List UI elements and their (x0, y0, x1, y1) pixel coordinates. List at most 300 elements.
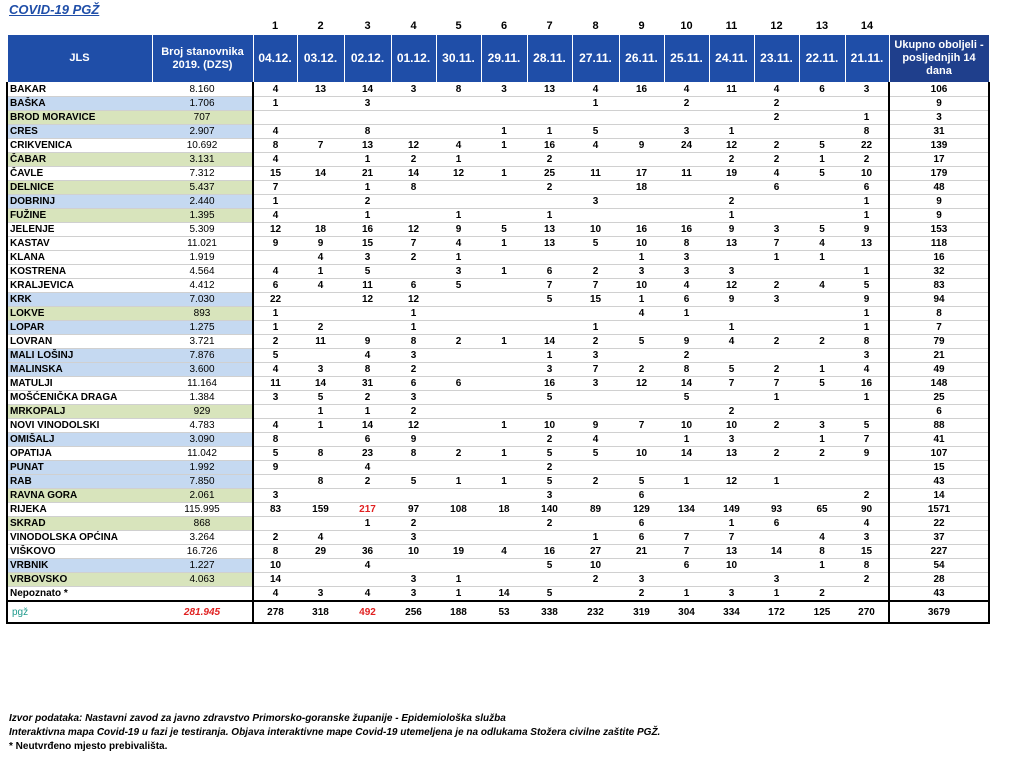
case-cell (799, 517, 845, 531)
case-cell: 9 (297, 237, 344, 251)
case-cell: 2 (709, 195, 754, 209)
case-cell: 4 (253, 419, 297, 433)
case-cell (436, 181, 481, 195)
municipality-name: DELNICE (7, 181, 152, 195)
case-cell (664, 195, 709, 209)
case-cell: 5 (253, 349, 297, 363)
case-cell: 1 (253, 195, 297, 209)
case-cell (391, 125, 436, 139)
case-cell: 217 (344, 503, 391, 517)
case-cell (799, 307, 845, 321)
case-cell (527, 97, 572, 111)
population-cell: 2.061 (152, 489, 253, 503)
case-cell (436, 517, 481, 531)
header-row (7, 35, 989, 83)
table-row (7, 419, 989, 433)
case-cell: 5 (572, 447, 619, 461)
case-cell: 7 (253, 181, 297, 195)
case-cell: 2 (527, 433, 572, 447)
day-number: 9 (638, 20, 645, 32)
case-cell: 10 (391, 545, 436, 559)
case-cell: 24 (664, 139, 709, 153)
population-cell: 115.995 (152, 503, 253, 517)
case-cell (754, 559, 799, 573)
municipality-name: LOVRAN (7, 335, 152, 349)
case-cell: 1 (799, 251, 845, 265)
case-cell: 9 (572, 419, 619, 433)
footer-map-note: Interaktivna mapa Covid-19 u fazi je testiranja. Objava interaktivne mape Covid-19 utemeljena je na odlukama Stožera civilne zaštite PGŽ. (9, 727, 661, 738)
case-cell: 3 (664, 125, 709, 139)
case-cell: 4 (297, 251, 344, 265)
case-cell: 5 (799, 377, 845, 391)
case-cell: 2 (709, 405, 754, 419)
case-cell (253, 517, 297, 531)
municipality-name: DOBRINJ (7, 195, 152, 209)
case-cell: 16 (344, 223, 391, 237)
population-cell: 3.600 (152, 363, 253, 377)
case-cell: 15 (344, 237, 391, 251)
case-cell: 2 (754, 97, 799, 111)
case-cell: 2 (436, 447, 481, 461)
case-cell (391, 111, 436, 125)
case-cell: 9 (253, 237, 297, 251)
case-cell (436, 391, 481, 405)
case-cell (297, 433, 344, 447)
population-cell: 4.564 (152, 265, 253, 279)
case-cell (527, 111, 572, 125)
header-date: 02.12. (344, 35, 391, 83)
total-cell: 43 (889, 475, 989, 489)
total-cell: 17 (889, 153, 989, 167)
case-cell: 5 (527, 587, 572, 602)
case-cell (709, 111, 754, 125)
page-title[interactable]: COVID-19 PGŽ (9, 2, 100, 17)
case-cell: 12 (391, 293, 436, 307)
population-cell: 2.907 (152, 125, 253, 139)
total-cell: 83 (889, 279, 989, 293)
case-cell: 8 (845, 335, 889, 349)
case-cell (709, 461, 754, 475)
case-cell: 3 (391, 587, 436, 602)
table-row (7, 209, 989, 223)
case-cell: 129 (619, 503, 664, 517)
municipality-name: ČABAR (7, 153, 152, 167)
case-cell: 12 (436, 167, 481, 181)
case-cell: 18 (619, 181, 664, 195)
case-cell (754, 461, 799, 475)
total-cell: 41 (889, 433, 989, 447)
case-cell (297, 181, 344, 195)
case-cell: 8 (344, 125, 391, 139)
population-cell: 1.275 (152, 321, 253, 335)
table-row (7, 293, 989, 307)
case-cell: 8 (253, 545, 297, 559)
case-cell: 1 (481, 447, 527, 461)
case-cell (344, 573, 391, 587)
case-cell: 3 (391, 391, 436, 405)
case-cell: 2 (297, 321, 344, 335)
table-row (7, 335, 989, 349)
case-cell (619, 321, 664, 335)
case-cell (572, 251, 619, 265)
case-cell: 2 (344, 475, 391, 489)
table-row (7, 307, 989, 321)
population-cell: 868 (152, 517, 253, 531)
table-row (7, 405, 989, 419)
case-cell: 4 (344, 461, 391, 475)
case-cell: 9 (709, 223, 754, 237)
case-cell: 12 (344, 293, 391, 307)
case-cell (391, 209, 436, 223)
case-cell: 19 (709, 167, 754, 181)
case-cell (297, 307, 344, 321)
day-number: 2 (317, 20, 324, 32)
sum-population: 281.945 (152, 601, 253, 623)
municipality-name: PUNAT (7, 461, 152, 475)
case-cell: 7 (754, 377, 799, 391)
case-cell: 2 (391, 517, 436, 531)
case-cell: 8 (845, 125, 889, 139)
total-cell: 37 (889, 531, 989, 545)
case-cell: 108 (436, 503, 481, 517)
case-cell (527, 195, 572, 209)
case-cell: 1 (391, 307, 436, 321)
case-cell: 1 (664, 587, 709, 602)
case-cell: 4 (253, 209, 297, 223)
case-cell: 13 (527, 237, 572, 251)
case-cell: 3 (253, 391, 297, 405)
case-cell: 1 (664, 433, 709, 447)
case-cell: 3 (391, 531, 436, 545)
case-cell (481, 209, 527, 223)
case-cell: 2 (709, 153, 754, 167)
case-cell: 2 (572, 265, 619, 279)
case-cell: 4 (799, 279, 845, 293)
sum-day-cell: 232 (572, 601, 619, 623)
case-cell: 1 (436, 153, 481, 167)
population-cell: 1.395 (152, 209, 253, 223)
case-cell: 1 (253, 307, 297, 321)
case-cell (572, 209, 619, 223)
table-row (7, 503, 989, 517)
table-row (7, 279, 989, 293)
case-cell (619, 153, 664, 167)
total-cell: 8 (889, 307, 989, 321)
total-cell: 14 (889, 489, 989, 503)
case-cell: 1 (344, 517, 391, 531)
table-row (7, 195, 989, 209)
case-cell: 1 (481, 237, 527, 251)
case-cell: 11 (572, 167, 619, 181)
spacer-cell (889, 16, 989, 35)
header-date: 23.11. (754, 35, 799, 83)
table-row (7, 545, 989, 559)
case-cell (436, 125, 481, 139)
case-cell: 4 (297, 279, 344, 293)
case-cell: 4 (297, 531, 344, 545)
population-cell: 4.063 (152, 573, 253, 587)
header-date: 03.12. (297, 35, 344, 83)
case-cell: 2 (754, 279, 799, 293)
case-cell: 2 (344, 195, 391, 209)
case-cell (436, 321, 481, 335)
case-cell: 4 (253, 83, 297, 97)
total-cell: 3 (889, 111, 989, 125)
case-cell: 4 (799, 237, 845, 251)
case-cell: 1 (799, 363, 845, 377)
case-cell: 13 (709, 447, 754, 461)
municipality-name: LOKVE (7, 307, 152, 321)
case-cell: 3 (344, 251, 391, 265)
case-cell: 1 (845, 111, 889, 125)
case-cell: 11 (664, 167, 709, 181)
case-cell: 4 (572, 139, 619, 153)
header-date: 27.11. (572, 35, 619, 83)
total-cell: 9 (889, 195, 989, 209)
case-cell: 16 (619, 223, 664, 237)
case-cell: 5 (664, 391, 709, 405)
table-row (7, 321, 989, 335)
total-cell: 1571 (889, 503, 989, 517)
total-cell: 28 (889, 573, 989, 587)
case-cell: 17 (619, 167, 664, 181)
case-cell: 3 (297, 587, 344, 602)
case-cell: 1 (481, 167, 527, 181)
population-cell: 5.437 (152, 181, 253, 195)
case-cell: 15 (845, 545, 889, 559)
case-cell: 2 (845, 573, 889, 587)
case-cell: 5 (527, 559, 572, 573)
case-cell: 1 (481, 475, 527, 489)
table-row (7, 559, 989, 573)
case-cell: 18 (297, 223, 344, 237)
case-cell: 2 (253, 335, 297, 349)
case-cell: 134 (664, 503, 709, 517)
case-cell: 2 (619, 363, 664, 377)
table-row (7, 433, 989, 447)
sum-day-cell: 319 (619, 601, 664, 623)
table-row (7, 167, 989, 181)
sum-day-cell: 304 (664, 601, 709, 623)
case-cell: 13 (527, 223, 572, 237)
case-cell: 12 (709, 475, 754, 489)
case-cell: 1 (572, 531, 619, 545)
case-cell: 1 (481, 419, 527, 433)
case-cell: 8 (799, 545, 845, 559)
case-cell (619, 349, 664, 363)
case-cell: 6 (391, 279, 436, 293)
case-cell (481, 433, 527, 447)
case-cell: 13 (527, 83, 572, 97)
case-cell: 2 (799, 587, 845, 602)
case-cell (799, 489, 845, 503)
case-cell: 2 (391, 153, 436, 167)
case-cell: 7 (664, 531, 709, 545)
case-cell: 149 (709, 503, 754, 517)
case-cell: 4 (754, 83, 799, 97)
case-cell (709, 489, 754, 503)
population-cell (152, 587, 253, 602)
case-cell: 1 (436, 251, 481, 265)
case-cell (436, 461, 481, 475)
case-cell: 2 (391, 251, 436, 265)
case-cell: 1 (297, 419, 344, 433)
day-number: 10 (680, 20, 693, 32)
day-number: 4 (410, 20, 417, 32)
sum-row (7, 601, 989, 623)
case-cell: 10 (619, 279, 664, 293)
day-number: 6 (500, 20, 508, 32)
case-cell (754, 489, 799, 503)
municipality-name: KASTAV (7, 237, 152, 251)
sum-day-cell: 188 (436, 601, 481, 623)
population-cell: 11.021 (152, 237, 253, 251)
case-cell (481, 251, 527, 265)
case-cell (754, 321, 799, 335)
population-cell: 10.692 (152, 139, 253, 153)
case-cell: 14 (344, 83, 391, 97)
case-cell: 7 (709, 531, 754, 545)
spacer-cell (152, 16, 253, 35)
case-cell (436, 531, 481, 545)
sum-label: pgž (7, 601, 152, 623)
case-cell (845, 405, 889, 419)
case-cell: 5 (709, 363, 754, 377)
population-cell: 4.783 (152, 419, 253, 433)
header-date: 29.11. (481, 35, 527, 83)
case-cell: 5 (297, 391, 344, 405)
case-cell (664, 111, 709, 125)
case-cell: 1 (391, 321, 436, 335)
case-cell (619, 97, 664, 111)
total-cell: 227 (889, 545, 989, 559)
case-cell: 4 (664, 83, 709, 97)
case-cell: 7 (709, 377, 754, 391)
day-number: 14 (860, 20, 874, 32)
municipality-name: MALI LOŠINJ (7, 349, 152, 363)
municipality-name: RAVNA GORA (7, 489, 152, 503)
case-cell: 29 (297, 545, 344, 559)
case-cell (799, 391, 845, 405)
case-cell: 1 (664, 307, 709, 321)
case-cell: 1 (709, 125, 754, 139)
case-cell: 2 (799, 335, 845, 349)
case-cell: 14 (481, 587, 527, 602)
case-cell: 4 (799, 531, 845, 545)
case-cell (664, 461, 709, 475)
sum-day-cell: 172 (754, 601, 799, 623)
case-cell: 11 (253, 377, 297, 391)
spacer-cell (7, 16, 152, 35)
case-cell (799, 573, 845, 587)
case-cell: 13 (709, 237, 754, 251)
municipality-name: BAŠKA (7, 97, 152, 111)
total-cell: 15 (889, 461, 989, 475)
case-cell: 5 (481, 223, 527, 237)
case-cell (709, 307, 754, 321)
case-cell: 140 (527, 503, 572, 517)
case-cell (481, 181, 527, 195)
case-cell: 4 (344, 349, 391, 363)
case-cell: 16 (619, 83, 664, 97)
case-cell: 25 (527, 167, 572, 181)
case-cell: 6 (253, 279, 297, 293)
case-cell (436, 363, 481, 377)
case-cell: 7 (572, 363, 619, 377)
header-date: 01.12. (391, 35, 436, 83)
case-cell: 1 (527, 349, 572, 363)
case-cell: 7 (572, 279, 619, 293)
case-cell: 2 (754, 363, 799, 377)
day-number: 11 (725, 20, 738, 32)
case-cell: 3 (845, 83, 889, 97)
case-cell (799, 265, 845, 279)
case-cell: 93 (754, 503, 799, 517)
case-cell: 12 (391, 223, 436, 237)
case-cell: 2 (572, 335, 619, 349)
header-date: 04.12. (253, 35, 297, 83)
case-cell: 1 (754, 587, 799, 602)
case-cell (619, 461, 664, 475)
case-cell: 1 (845, 195, 889, 209)
case-cell (436, 293, 481, 307)
case-cell: 9 (845, 293, 889, 307)
case-cell (799, 97, 845, 111)
population-cell: 11.042 (152, 447, 253, 461)
table-row (7, 181, 989, 195)
case-cell: 2 (619, 587, 664, 602)
case-cell: 65 (799, 503, 845, 517)
municipality-name: OMIŠALJ (7, 433, 152, 447)
case-cell: 9 (845, 447, 889, 461)
case-cell (297, 195, 344, 209)
municipality-name: RAB (7, 475, 152, 489)
case-cell: 1 (436, 475, 481, 489)
case-cell (344, 531, 391, 545)
case-cell: 2 (572, 573, 619, 587)
case-cell (391, 97, 436, 111)
table-row (7, 125, 989, 139)
case-cell (481, 321, 527, 335)
case-cell: 8 (845, 559, 889, 573)
case-cell: 2 (436, 335, 481, 349)
municipality-name: SKRAD (7, 517, 152, 531)
case-cell (572, 111, 619, 125)
case-cell (572, 517, 619, 531)
total-cell: 79 (889, 335, 989, 349)
case-cell: 21 (619, 545, 664, 559)
case-cell: 14 (527, 335, 572, 349)
case-cell: 1 (845, 391, 889, 405)
case-cell: 7 (527, 279, 572, 293)
header-date: 22.11. (799, 35, 845, 83)
case-cell: 4 (572, 433, 619, 447)
municipality-name: CRIKVENICA (7, 139, 152, 153)
case-cell: 1 (344, 181, 391, 195)
case-cell: 5 (619, 335, 664, 349)
population-cell: 1.919 (152, 251, 253, 265)
case-cell: 7 (664, 545, 709, 559)
case-cell: 27 (572, 545, 619, 559)
case-cell: 10 (253, 559, 297, 573)
case-cell: 3 (572, 349, 619, 363)
case-cell (344, 111, 391, 125)
table-row (7, 517, 989, 531)
case-cell (754, 349, 799, 363)
municipality-name: MATULJI (7, 377, 152, 391)
case-cell: 4 (253, 587, 297, 602)
case-cell: 9 (709, 293, 754, 307)
